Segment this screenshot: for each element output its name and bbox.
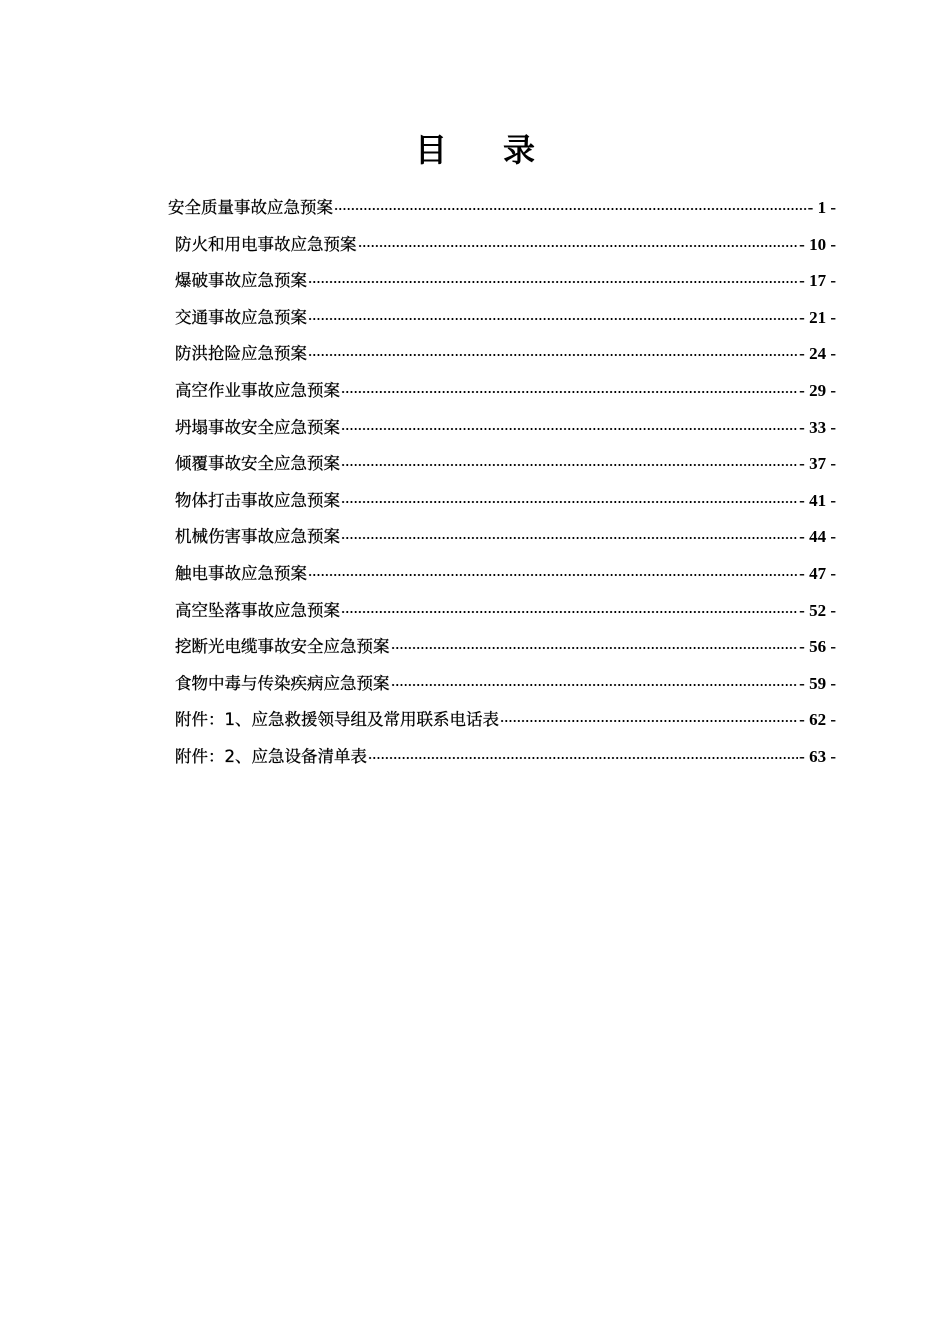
toc-entry[interactable] <box>168 336 836 373</box>
dot-leader <box>308 317 798 321</box>
toc-entry[interactable] <box>168 373 836 410</box>
toc-entry[interactable] <box>168 556 836 593</box>
toc-list <box>168 190 836 776</box>
dot-leader <box>391 683 799 687</box>
toc-title <box>0 128 950 172</box>
toc-entry-page: - 1 - <box>807 198 836 217</box>
toc-entry-page: - 41 - <box>799 490 836 510</box>
toc-entry-label: 附件：1、应急救援领导组及常用联系电话表 <box>175 710 499 730</box>
toc-entry-page: - 37 - <box>799 454 836 474</box>
dot-leader <box>358 244 799 248</box>
toc-entry-page: - 24 - <box>799 344 836 364</box>
dot-leader <box>391 646 799 650</box>
toc-entry-page: - 52 - <box>799 600 836 620</box>
toc-entry-page: - 17 - <box>799 271 836 291</box>
toc-entry[interactable] <box>168 483 836 520</box>
toc-entry-label: 倾覆事故安全应急预案 <box>175 454 340 474</box>
toc-entry-label: 触电事故应急预案 <box>175 563 307 583</box>
toc-entry[interactable] <box>168 519 836 556</box>
toc-entry-page: - 10 - <box>799 234 836 254</box>
toc-entry-label: 爆破事故应急预案 <box>175 271 307 291</box>
toc-entry-page: - 56 - <box>799 637 836 657</box>
toc-entry-page: - 47 - <box>799 563 836 583</box>
toc-entry-page: - 33 - <box>799 417 836 437</box>
toc-entry-label: 防火和用电事故应急预案 <box>175 234 357 254</box>
dot-leader <box>341 427 798 431</box>
toc-entry-page: - 44 - <box>799 527 836 547</box>
toc-entry[interactable] <box>168 300 836 337</box>
toc-entry[interactable] <box>168 702 836 739</box>
toc-entry[interactable] <box>168 190 836 227</box>
dot-leader <box>341 536 798 540</box>
dot-leader <box>308 573 798 577</box>
dot-leader <box>500 719 798 723</box>
toc-entry-page: - 62 - <box>799 710 836 730</box>
toc-entry-label: 安全质量事故应急预案 <box>168 198 333 217</box>
toc-entry-label: 防洪抢险应急预案 <box>175 344 307 364</box>
toc-entry-label: 附件：2、应急设备清单表 <box>175 746 367 766</box>
toc-entry-label: 物体打击事故应急预案 <box>175 490 340 510</box>
toc-entry[interactable] <box>168 410 836 447</box>
dot-leader <box>341 463 798 467</box>
toc-entry[interactable] <box>168 629 836 666</box>
toc-title-right: 录 <box>503 131 536 169</box>
toc-entry[interactable] <box>168 739 836 776</box>
toc-entry-label: 机械伤害事故应急预案 <box>175 527 340 547</box>
toc-entry[interactable] <box>168 666 836 703</box>
dot-leader <box>368 756 798 760</box>
dot-leader <box>308 353 798 357</box>
toc-entry-page: - 29 - <box>799 380 836 400</box>
toc-entry-label: 挖断光电缆事故安全应急预案 <box>175 637 390 657</box>
dot-leader <box>341 500 798 504</box>
toc-entry-page: - 59 - <box>799 673 836 693</box>
toc-entry[interactable] <box>168 227 836 264</box>
dot-leader <box>341 610 798 614</box>
toc-entry-page: - 21 - <box>799 307 836 327</box>
toc-entry[interactable] <box>168 263 836 300</box>
dot-leader <box>341 390 798 394</box>
toc-entry-page: - 63 - <box>799 746 836 766</box>
dot-leader <box>334 207 807 211</box>
toc-title-left: 目 <box>414 131 447 169</box>
toc-entry-label: 高空坠落事故应急预案 <box>175 600 340 620</box>
toc-entry-label: 食物中毒与传染疾病应急预案 <box>175 673 390 693</box>
toc-entry-label: 高空作业事故应急预案 <box>175 380 340 400</box>
dot-leader <box>308 280 798 284</box>
toc-entry[interactable] <box>168 446 836 483</box>
toc-entry-label: 坍塌事故安全应急预案 <box>175 417 340 437</box>
toc-entry-label: 交通事故应急预案 <box>175 307 307 327</box>
toc-entry[interactable] <box>168 593 836 630</box>
